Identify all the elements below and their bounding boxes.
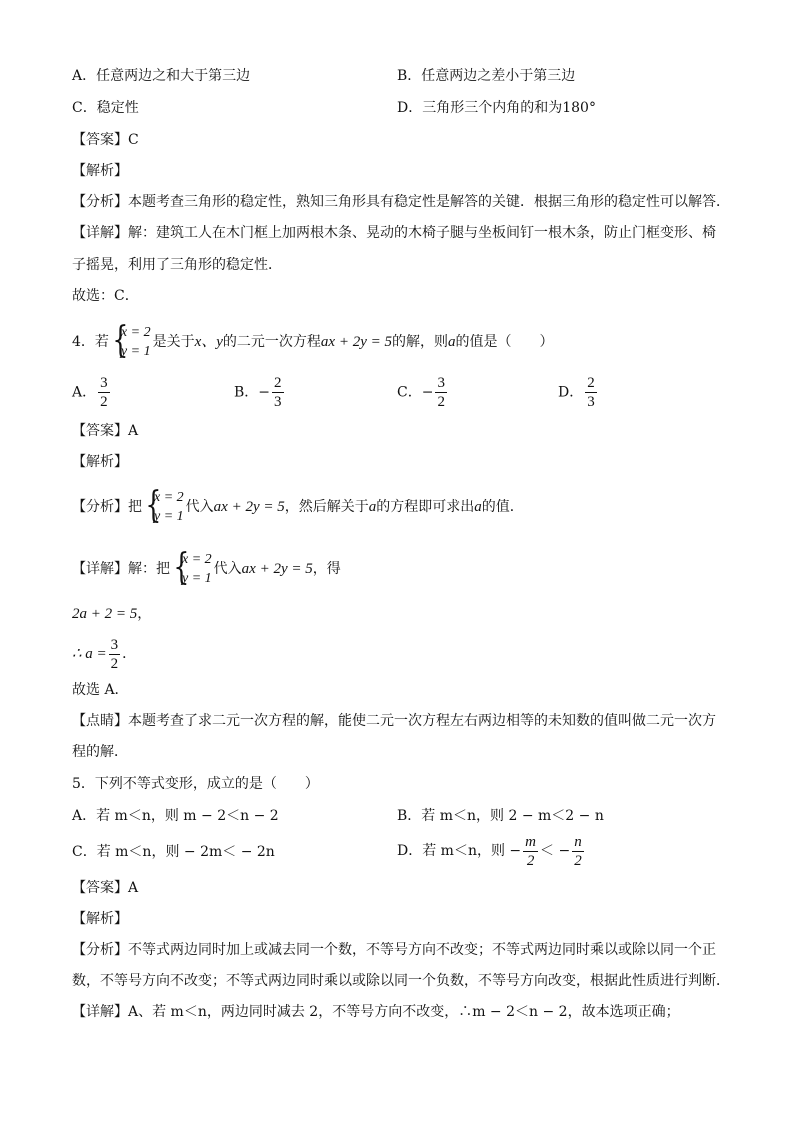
- q4-option-d-den: 3: [587, 394, 595, 410]
- q4-text-mid3: 的解，则: [391, 334, 448, 350]
- q4-option-c-num: 3: [437, 375, 445, 391]
- q4-option-d: [558, 374, 599, 411]
- q4-xiangjie-sys-y: y = 1: [182, 571, 212, 586]
- q4-fenxi-var-a2: a: [474, 499, 482, 515]
- q4-option-c-fraction: [435, 374, 447, 411]
- q4-sys-x: x = 2: [120, 325, 151, 340]
- q4-option-c-den: 2: [437, 394, 445, 410]
- q4-equation: ax + 2y = 5: [320, 334, 392, 350]
- q4-step2-fraction: [109, 636, 121, 673]
- q4-fenxi-equation: ax + 2y = 5: [213, 499, 285, 515]
- q4-option-b-sign: −: [258, 384, 271, 401]
- q4-option-a-num: 3: [100, 375, 108, 391]
- q4-option-d-num: 2: [587, 375, 595, 391]
- q4-option-a-den: 2: [100, 394, 108, 410]
- q5-xiangjie: 【详解】A、若 m＜n，两边同时减去 2，不等号方向不改变，∴m − 2＜n − 2，故本选项正确；: [72, 1004, 680, 1020]
- q4-option-a-label: A．: [72, 384, 97, 401]
- q4-option-b-label: B．: [234, 384, 259, 401]
- q4-fenxi-sys-y: y = 1: [154, 509, 184, 524]
- q4-fenxi-mid: 代入: [185, 499, 214, 515]
- q3-option-c: C．稳定性: [72, 100, 139, 116]
- q4-vars: x、y: [194, 334, 223, 350]
- q5-option-b: B．若 m＜n，则 2 − m＜2 − n: [397, 808, 604, 824]
- q3-xiangjie-line2: 子摇晃，利用了三角形的稳定性．: [72, 257, 282, 273]
- q3-option-a: A．任意两边之和大于第三边: [72, 68, 251, 84]
- q5-option-a: A．若 m＜n，则 m − 2＜n − 2: [72, 808, 279, 824]
- q4-xiangjie-equation: ax + 2y = 5: [241, 561, 313, 577]
- q4-step2: [72, 634, 136, 674]
- q4-option-b-den: 3: [274, 394, 282, 410]
- q5-option-d-mid: ＜ −: [540, 843, 571, 859]
- q4-fenxi-sys-x: x = 2: [154, 490, 184, 505]
- q5-option-c: C．若 m＜n，则 − 2m＜ − 2n: [72, 844, 275, 860]
- q4-option-c: [397, 374, 449, 411]
- q5-option-d-fraction-n: [572, 833, 584, 870]
- q3-fenxi: 【分析】本题考查三角形的稳定性，熟知三角形具有稳定性是解答的关键．根据三角形的稳定性可以解答．: [72, 194, 730, 210]
- q5-option-d-prefix: D．若 m＜n，则 −: [397, 843, 522, 859]
- q5-option-d-num-n: n: [574, 833, 582, 850]
- q4-xiangjie-system: { x = 2 y = 1: [173, 547, 212, 588]
- q4-option-c-label: C．: [397, 384, 422, 401]
- q5-option-d: [397, 831, 586, 871]
- q4-option-d-fraction: [585, 374, 597, 411]
- q4-step1-equation: 2a + 2 = 5: [72, 606, 138, 622]
- q4-xiangjie: [72, 549, 341, 589]
- q4-answer: 【答案】A: [72, 423, 139, 439]
- q4-option-c-sign: −: [421, 384, 434, 401]
- q4-fenxi-mid2: ，然后解关于: [284, 499, 369, 515]
- q5-option-d-den-m: 2: [526, 852, 535, 869]
- q4-option-d-label: D．: [558, 384, 584, 401]
- q4-step1-end: ，: [137, 606, 152, 622]
- q5-fenxi-line2: 数，不等号方向不改变；不等式两边同时乘以或除以同一个负数，不等号方向改变，根据此性质进行判断．: [72, 973, 730, 989]
- q3-xiangjie-line1: 【详解】解：建筑工人在木门框上加两根木条、晃动的木椅子腿与坐板间钉一根木条，防止门框变形、椅: [72, 225, 716, 241]
- q4-option-b-fraction: [272, 374, 284, 411]
- q4-fenxi: [72, 487, 524, 527]
- q3-analysis-label: 【解析】: [72, 163, 128, 179]
- q4-step2-end: ．: [122, 646, 137, 662]
- q4-fenxi-system: { x = 2 y = 1: [145, 485, 184, 526]
- q4-fenxi-prefix: 【分析】把: [72, 499, 142, 515]
- q5-answer: 【答案】A: [72, 880, 139, 896]
- q4-var-a: a: [447, 334, 456, 350]
- q4-text-mid2: 的二元一次方程: [222, 334, 321, 350]
- q4-choice: 故选 A．: [72, 682, 129, 698]
- q4-analysis-label: 【解析】: [72, 454, 128, 470]
- q4-step2-prefix: ∴ a =: [72, 646, 107, 662]
- q4-sys-y: y = 1: [120, 344, 151, 359]
- q4-xiangjie-mid: 代入: [213, 561, 242, 577]
- q5-analysis-label: 【解析】: [72, 911, 128, 927]
- q4-dianjing-line1: 【点睛】本题考查了求二元一次方程的解，能使二元一次方程左右两边相等的未知数的值叫做二元一次方: [72, 713, 716, 729]
- q4-step1: [72, 604, 151, 624]
- q4-prefix: 4．若: [72, 334, 109, 350]
- q4-xiangjie-sys-x: x = 2: [182, 552, 212, 567]
- q4-xiangjie-end: ，得: [312, 561, 341, 577]
- q5-fenxi-line1: 【分析】不等式两边同时加上或减去同一个数，不等号方向不改变；不等式两边同时乘以或除以同一个正: [72, 942, 716, 958]
- q3-option-b: B．任意两边之差小于第三边: [397, 68, 576, 84]
- q4-text-mid: 是关于: [152, 334, 195, 350]
- q4-option-a: [72, 374, 112, 411]
- q3-choice: 故选：C．: [72, 288, 139, 304]
- q4-equation-system: { x = 2 y = 1: [112, 320, 151, 361]
- q5-stem: 5．下列不等式变形，成立的是（ ）: [72, 776, 319, 792]
- q4-step2-num: 3: [110, 636, 119, 653]
- q5-option-d-num-m: m: [525, 833, 536, 850]
- q5-option-d-fraction-m: [523, 833, 538, 870]
- q4-fenxi-mid3: 的方程即可求出: [376, 499, 475, 515]
- q4-fenxi-var-a: a: [368, 499, 377, 515]
- q4-dianjing-line2: 程的解．: [72, 744, 128, 760]
- q4-fenxi-end: 的值．: [481, 499, 524, 515]
- q4-option-a-fraction: [98, 374, 110, 411]
- q4-stem: [72, 322, 553, 362]
- q4-xiangjie-prefix: 【详解】解：把: [72, 561, 170, 577]
- q4-option-b-num: 2: [274, 375, 282, 391]
- q4-text-end: 的值是（ ）: [455, 334, 554, 350]
- q3-option-d: D．三角形三个内角的和为180°: [397, 100, 596, 116]
- q4-step2-den: 2: [110, 655, 119, 672]
- q3-answer: 【答案】C: [72, 132, 139, 148]
- q5-option-d-den-n: 2: [574, 852, 582, 869]
- q4-option-b: [234, 374, 286, 411]
